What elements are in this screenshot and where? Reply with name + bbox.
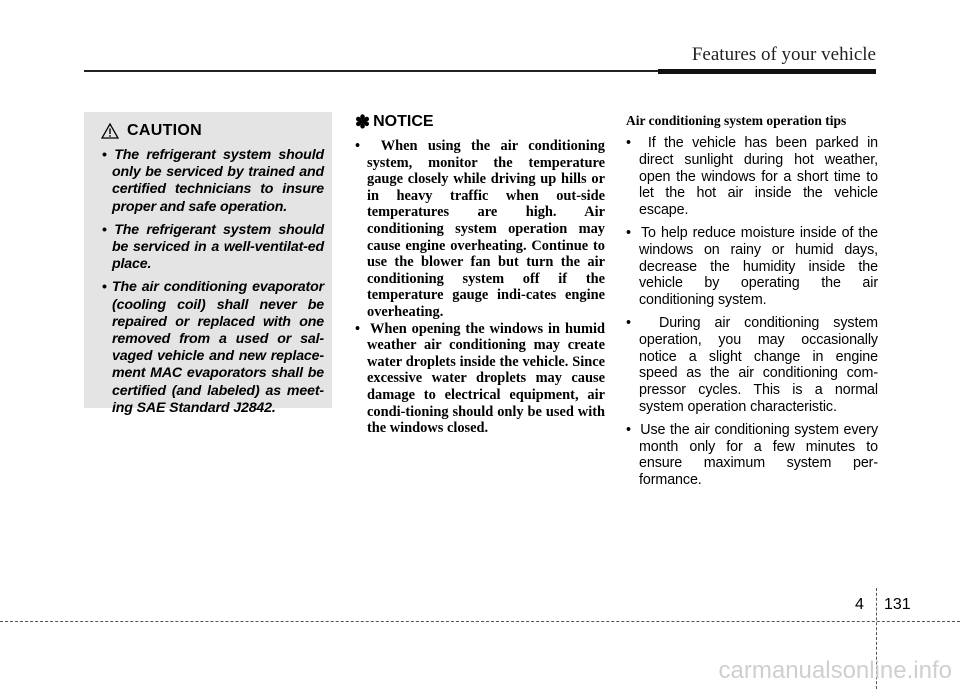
chapter-number: 4	[855, 596, 864, 613]
watermark: carmanualsonline.info	[718, 657, 952, 684]
page-header-title: Features of your vehicle	[691, 44, 876, 65]
header-rule-accent	[658, 69, 876, 74]
notice-item: • When using the air conditioning system, monitor the temperature gauge closely while driving up hills or in heavy traffic when out-side temperatures are high. Air conditioning system operation may cause engine overheating. Continue to use the blower fan but turn the air conditioning system off if the temperature gauge indi-cates engine overheating.	[355, 138, 605, 321]
tips-item: • To help reduce moisture inside of the windows on rainy or humid days, decrease the humidity inside the vehicle by operating the air conditioning system.	[626, 225, 878, 309]
caution-list	[96, 147, 324, 417]
notice-item: • When opening the windows in humid weather air conditioning may create water droplets inside the vehicle. Since excessive water droplets may cause damage to electrical equipment, air condi-tioning should only be used with the windows closed.	[355, 321, 605, 437]
notice-heading	[355, 112, 605, 132]
caution-item: • The air conditioning evaporator (cooling coil) shall never be repaired or replaced with one removed from a used or sal-vaged vehicle and new replace-ment MAC evaporators shall be certified (and labeled) as meet-ing SAE Standard J2842.	[96, 279, 324, 417]
page-number: 131	[884, 596, 911, 613]
footer-rule	[0, 621, 960, 622]
tips-list	[626, 135, 878, 489]
caution-item: • The refrigerant system should only be serviced by trained and certified technicians to insure proper and safe operation.	[96, 147, 324, 216]
tips-item: • During air conditioning system operation, you may occasionally notice a slight change in engine speed as the air conditioning com-pressor cycles. This is a normal system operation characteristic.	[626, 315, 878, 416]
caution-box	[84, 112, 332, 416]
caution-heading	[101, 119, 324, 143]
tips-item: • Use the air conditioning system every month only for a few minutes to ensure maximum system per-formance.	[626, 422, 878, 489]
tips-item: • If the vehicle has been parked in direct sunlight during hot weather, open the windows for a short time to let the hot air inside the vehicle escape.	[626, 135, 878, 219]
notice-section	[355, 112, 605, 437]
notice-title: NOTICE	[373, 113, 434, 130]
tips-section	[626, 112, 878, 495]
warning-triangle-icon	[101, 123, 119, 139]
caution-item: • The refrigerant system should be serviced in a well-ventilat-ed place.	[96, 222, 324, 274]
caution-title: CAUTION	[127, 122, 202, 139]
tips-title: Air conditioning system operation tips	[626, 113, 847, 128]
notice-mark-icon: ✽	[355, 111, 371, 132]
notice-list	[355, 138, 605, 437]
